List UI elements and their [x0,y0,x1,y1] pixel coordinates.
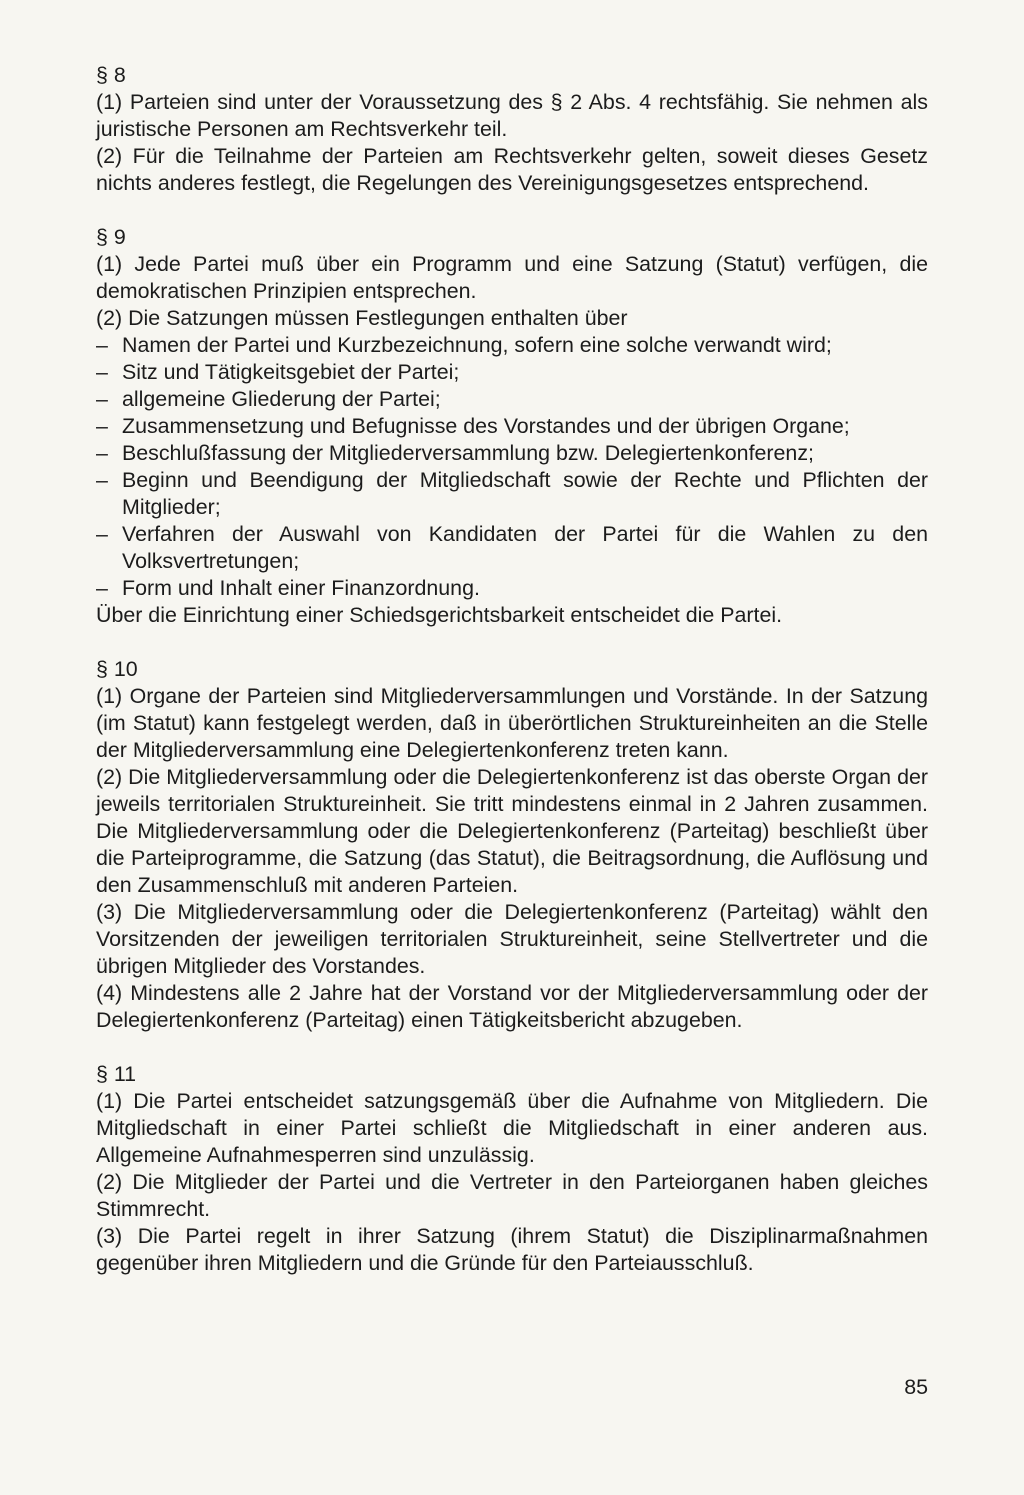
list-item: – Sitz und Tätigkeitsgebiet der Partei; [96,359,928,386]
paragraph: (2) Die Mitgliederversammlung oder die Delegiertenkonferenz ist das oberste Organ der jeweils territorialen Struktureinheit. Sie tritt mindestens einmal in 2 Jahren zusammen. Die Mitgliederversammlung oder die Delegiertenkonferenz (Parteitag) beschließt über die Parteiprogramme, die Satzung (das Statut), die Beitragsordnung, die Auflösung und den Zusammenschluß mit anderen Parteien. [96,765,928,897]
paragraph: Über die Einrichtung einer Schiedsgerichtsbarkeit entscheidet die Partei. [96,603,783,627]
section-11 [96,1061,928,1277]
section-heading: § 9 [96,225,126,249]
paragraph: (1) Die Partei entscheidet satzungsgemäß über die Aufnahme von Mitgliedern. Die Mitgliedschaft in einer Partei schließt die Mitgliedschaft in einer anderen aus. Allgemeine Aufnahmesperren sind unzulässig. [96,1089,928,1167]
list-item: – allgemeine Gliederung der Partei; [96,386,928,413]
paragraph: (3) Die Mitgliederversammlung oder die Delegiertenkonferenz (Parteitag) wählt den Vorsitzenden der jeweiligen territorialen Struktureinheit, seine Stellvertreter und die übrigen Mitglieder des Vorstandes. [96,900,928,978]
paragraph: (2) Die Mitglieder der Partei und die Vertreter in den Parteiorganen haben gleiches Stimmrecht. [96,1170,928,1221]
paragraph: (3) Die Partei regelt in ihrer Satzung (ihrem Statut) die Disziplinarmaßnahmen gegenüber ihren Mitgliedern und die Gründe für den Parteiausschluß. [96,1224,928,1275]
paragraph: (1) Parteien sind unter der Voraussetzung des § 2 Abs. 4 rechtsfähig. Sie nehmen als juristische Personen am Rechtsverkehr teil. [96,90,928,141]
list-item: – Namen der Partei und Kurzbezeichnung, sofern eine solche verwandt wird; [96,332,928,359]
section-9 [96,224,928,629]
list-item: – Beginn und Beendigung der Mitgliedschaft sowie der Rechte und Pflichten der Mitglieder; [96,467,928,521]
paragraph: (2) Für die Teilnahme der Parteien am Rechtsverkehr gelten, soweit dieses Gesetz nichts anderes festlegt, die Regelungen des Vereinigungsgesetzes entsprechend. [96,144,928,195]
list-item: – Verfahren der Auswahl von Kandidaten der Partei für die Wahlen zu den Volksvertretungen; [96,521,928,575]
section-10 [96,656,928,1034]
list-item: – Zusammensetzung und Befugnisse des Vorstandes und der übrigen Organe; [96,413,928,440]
paragraph: (2) Die Satzungen müssen Festlegungen enthalten über [96,306,628,330]
section-8 [96,62,928,197]
section-heading: § 8 [96,63,126,87]
section-heading: § 11 [96,1062,137,1086]
page-number: 85 [904,1375,928,1399]
paragraph: (1) Organe der Parteien sind Mitgliederversammlungen und Vorstände. In der Satzung (im Statut) kann festgelegt werden, daß in überörtlichen Struktureinheiten an die Stelle der Mitgliederversammlung eine Delegiertenkonferenz treten kann. [96,684,928,762]
list-item: – Beschlußfassung der Mitgliederversammlung bzw. Delegiertenkonferenz; [96,440,928,467]
document-page [96,62,928,1304]
paragraph: (4) Mindestens alle 2 Jahre hat der Vorstand vor der Mitgliederversammlung oder der Delegiertenkonferenz (Parteitag) einen Tätigkeitsbericht abzugeben. [96,981,928,1032]
paragraph: (1) Jede Partei muß über ein Programm und eine Satzung (Statut) verfügen, die demokratischen Prinzipien entsprechen. [96,252,928,303]
list-item: – Form und Inhalt einer Finanzordnung. [96,575,928,602]
requirements-list [96,332,928,602]
section-heading: § 10 [96,657,138,681]
